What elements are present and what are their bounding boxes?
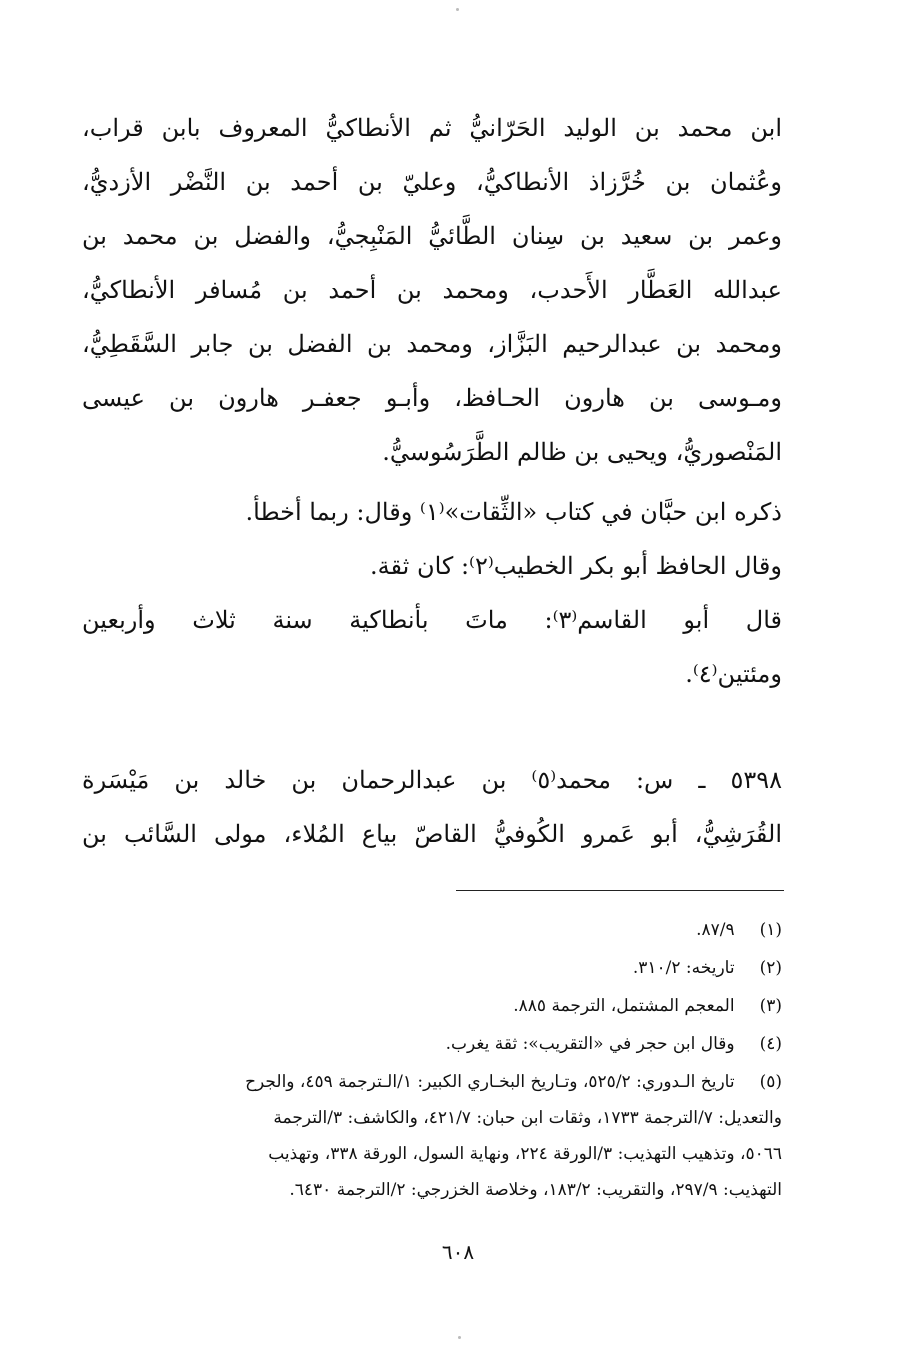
entry-line: القُرَشِيُّ، أبو عَمرو الكُوفيُّ القاصّ بياع المُلاء، مولى السَّائب بن xyxy=(82,820,782,848)
paragraph-khatib: وقال الحافظ أبو بكر الخطيب⁽٢⁾: كان ثقة. xyxy=(370,552,782,580)
footnote-1 xyxy=(82,914,782,946)
page-number: ٦٠٨ xyxy=(441,1240,475,1264)
footnote-5 xyxy=(82,1066,782,1098)
footnote-number: (٥) xyxy=(759,1072,782,1092)
footnote-text: ٨٧/٩. xyxy=(696,920,735,940)
footnote-text: تاريخ الـدوري: ٥٢٥/٢، وتـاريخ البخـاري الكبير: ١/الـترجمة ٤٥٩، والجرح xyxy=(245,1072,735,1092)
footnote-5-cont: ٥٠٦٦، وتذهيب التهذيب: ٣/الورقة ٢٢٤، ونهاية السول، الورقة ٣٣٨، وتهذيب xyxy=(268,1144,782,1164)
footnote-5-cont: والتعديل: ٧/الترجمة ١٧٣٣، وثقات ابن حبان: ٤٢١/٧، والكاشف: ٣/الترجمة xyxy=(273,1108,782,1128)
entry-heading-5398: ٥٣٩٨ ـ س: محمد⁽٥⁾ بن عبدالرحمان بن خالد بن مَيْسَرة xyxy=(82,766,782,794)
body-line: ابن محمد بن الوليد الحَرّانيُّ ثم الأنطاكيُّ المعروف بابن قراب، xyxy=(82,114,782,142)
footnote-text: تاريخه: ٣١٠/٢. xyxy=(632,958,735,978)
paragraph-abu-qasim: قال أبو القاسم⁽٣⁾: ماتَ بأنطاكية سنة ثلاث وأربعين xyxy=(82,606,782,634)
paragraph-abu-qasim-cont: ومئتين⁽٤⁾. xyxy=(685,660,782,688)
footnote-4 xyxy=(82,1028,782,1060)
scan-speck xyxy=(456,8,459,11)
scan-speck xyxy=(458,1336,461,1339)
footnote-number: (٢) xyxy=(759,958,782,978)
body-line: عبدالله العَطَّار الأَحدب، ومحمد بن أحمد بن مُسافر الأنطاكيُّ، xyxy=(82,276,782,304)
footnote-number: (٤) xyxy=(759,1034,782,1054)
footnote-2 xyxy=(82,952,782,984)
body-line: ومحمد بن عبدالرحيم البَزَّاز، ومحمد بن الفضل بن جابر السَّقَطِيُّ، xyxy=(82,330,782,358)
footnote-number: (٣) xyxy=(759,996,782,1016)
footnote-text: وقال ابن حجر في «التقريب»: ثقة يغرب. xyxy=(445,1034,735,1054)
paragraph-ibn-hibban: ذكره ابن حبَّان في كتاب «الثِّقات»⁽١⁾ وقال: ربما أخطأ. xyxy=(245,498,782,526)
body-line: وعُثمان بن خُرَّزاذ الأنطاكيُّ، وعليّ بن أحمد بن النَّضْر الأزديُّ، xyxy=(82,168,782,196)
footnote-3 xyxy=(82,990,782,1022)
body-line: المَنْصوريُّ، ويحيى بن ظالم الطَّرَسُوسيُّ. xyxy=(382,438,782,466)
body-line: ومـوسى بن هارون الحـافظ، وأبـو جعفـر هارون بن عيسى xyxy=(82,384,782,412)
body-line: وعمر بن سعيد بن سِنان الطَّائيُّ المَنْبِجيُّ، والفضل بن محمد بن xyxy=(82,222,782,250)
footnote-text: المعجم المشتمل، الترجمة ٨٨٥. xyxy=(513,996,735,1016)
footnote-5-cont: التهذيب: ٢٩٧/٩، والتقريب: ١٨٣/٢، وخلاصة الخزرجي: ٢/الترجمة ٦٤٣٠. xyxy=(289,1180,782,1200)
footnote-number: (١) xyxy=(759,920,782,940)
footnote-divider xyxy=(456,890,784,891)
